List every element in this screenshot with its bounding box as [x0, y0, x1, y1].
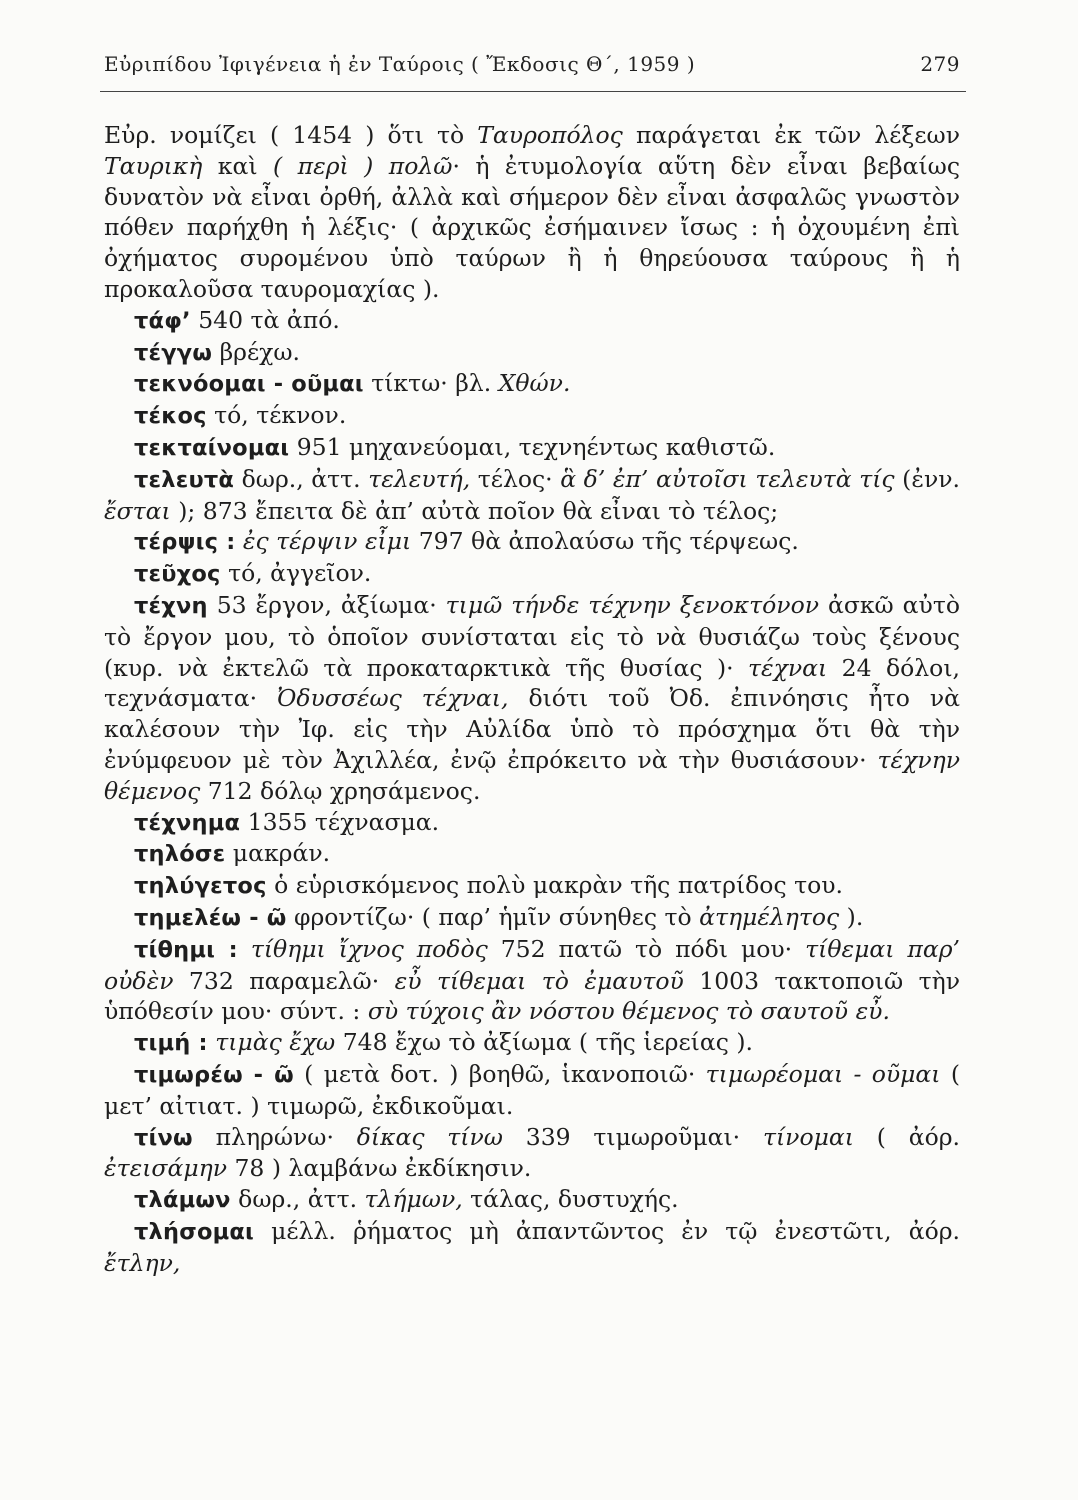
- definition: 951 μηχανεύομαι, τεχνηέντως καθιστῶ.: [289, 432, 776, 461]
- citation: τέχναι: [748, 653, 828, 682]
- citation: ἀτημέλητος: [699, 902, 840, 931]
- entry-teuchos: [104, 558, 960, 590]
- definition: μέλλ. ῥήματος μὴ ἀπαντῶντος ἐν τῷ ἐνεστῶτι, ἀόρ.: [253, 1216, 960, 1245]
- entry-timoreo: [104, 1059, 960, 1122]
- intro-paragraph: [104, 120, 960, 305]
- entry-tino: [104, 1122, 960, 1185]
- definition: [238, 935, 251, 963]
- citation: τλήμων,: [364, 1185, 463, 1214]
- citation: ἐς τέρψιν εἶμι: [242, 527, 412, 556]
- definition: δωρ., ἀττ.: [234, 464, 369, 493]
- definition: 712 δόλῳ χρησάμενος.: [200, 776, 481, 805]
- headword: τελευτὰ: [134, 466, 235, 493]
- definition: δωρ., ἀττ.: [230, 1185, 365, 1214]
- citation: Χθών.: [498, 369, 571, 398]
- entry-tlamon: [104, 1184, 960, 1216]
- headword: τίνω: [134, 1124, 193, 1151]
- definition: (ἐνν.: [894, 464, 960, 493]
- definition: 540 τὰ ἀπό.: [190, 305, 340, 334]
- citation: τίθεμαι παρ’ οὐδὲν: [104, 934, 960, 995]
- text: Ταυροπόλος: [477, 121, 623, 149]
- headword: τιμή :: [134, 1030, 208, 1057]
- citation: σὺ τύχοις ἂν νόστου θέμενος τὸ σαυτοῦ εὖ.: [367, 997, 890, 1026]
- citation: ἐτεισάμην: [104, 1154, 227, 1183]
- definition: 339 τιμωροῦμαι·: [502, 1122, 763, 1151]
- entry-telygetos: [104, 870, 960, 902]
- definition: τάλας, δυστυχής.: [462, 1185, 679, 1214]
- headword: τέγγω: [134, 339, 213, 366]
- definition: 1355 τέχνασμα.: [240, 807, 440, 836]
- headword: τημελέω - ῶ: [134, 904, 287, 931]
- definition: τό, τέκνον.: [206, 401, 347, 430]
- entry-taph: [104, 305, 960, 337]
- entry-tekos: [104, 400, 960, 432]
- definition: 78 ) λαμβάνω ἐκδίκησιν.: [227, 1154, 532, 1183]
- entry-teknoomai: [104, 368, 960, 400]
- citation: εὖ τίθεμαι τὸ ἐμαυτοῦ: [394, 966, 684, 995]
- headword: τάφ’: [134, 307, 191, 334]
- definition: τό, ἀγγεῖον.: [220, 559, 372, 588]
- citation: ἃ δ’ ἐπ’ αὐτοῖσι τελευτὰ τίς: [560, 464, 895, 493]
- definition: φροντίζω· ( παρ’ ἡμῖν σύνηθες τὸ: [286, 902, 700, 931]
- entry-technema: [104, 807, 960, 839]
- citation: ἔτλην,: [104, 1248, 181, 1277]
- definition: 797 θὰ ἀπολαύσω τῆς τέρψεως.: [411, 527, 799, 556]
- definition: 53 ἔργον, ἀξίωμα·: [207, 590, 446, 619]
- text: · ἡ ἐτυμολογία αὕτη δὲν εἶναι βεβαίως δυνατὸν νὰ εἶναι ὀρθή, ἀλλὰ καὶ σήμερον δὲν εἶναι ἀσφαλῶς γνωστὸν πόθεν παρήχθη ἡ λέξις· ( ἀρχικῶς ἐσήμαινεν ἴσως : ἡ ὀχουμένη ἐπὶ ὀχήματος συρομένου ὑπὸ ταύρων ἢ ἡ θηρεύουσα ταύρους ἢ ἡ προκαλοῦσα ταυρομαχίας ).: [104, 151, 960, 303]
- definition: 748 ἔχω τὸ ἀξίωμα ( τῆς ἱερείας ).: [335, 1028, 754, 1057]
- text: Εὐρ. νομίζει ( 1454 ) ὅτι τὸ: [104, 121, 478, 149]
- entry-time: [104, 1027, 960, 1059]
- entry-terpsis: [104, 526, 960, 558]
- citation: τιμῶ τήνδε τέχνην ξενοκτόνον: [445, 590, 820, 619]
- citation: τιμωρέομαι - οῦμαι: [705, 1059, 941, 1088]
- entry-tithemi: [104, 934, 960, 1027]
- text: ( περὶ ) πολῶ: [273, 151, 453, 180]
- definition: ἀσκῶ αὐτὸ τὸ ἔργον μου, τὸ ὁποῖον συνίσταται εἰς τὸ νὰ θυσιάζω τοὺς ξένους (κυρ. νὰ ἐκτελῶ τὰ προκαταρκτικὰ τῆς θυσίας )·: [104, 590, 960, 682]
- citation: Ὀδυσσέως τέχναι,: [277, 684, 509, 713]
- citation: τίνομαι: [762, 1122, 854, 1151]
- definition: ( μετ’ αἰτιατ. ) τιμωρῶ, ἐκδικοῦμαι.: [104, 1059, 960, 1120]
- running-title: Εὐριπίδου Ἰφιγένεια ἡ ἐν Ταύροις ( Ἔκδοσις Θ΄, 1959 ): [104, 52, 696, 76]
- definition: 752 πατῶ τὸ πόδι μου·: [487, 934, 806, 963]
- headword: τέρψις :: [134, 529, 236, 556]
- running-header: [104, 52, 960, 76]
- headword: τεκνόομαι - οῦμαι: [134, 371, 364, 398]
- headword: τλάμων: [134, 1187, 231, 1214]
- citation: τέχνην θέμενος: [104, 745, 960, 805]
- headword: τίθημι :: [134, 936, 238, 963]
- definition: ); 873 ἔπειτα δὲ ἀπ’ αὐτὰ ποῖον θὰ εἶναι τὸ τέλος;: [170, 496, 779, 525]
- citation: τιμὰς ἔχω: [215, 1028, 336, 1057]
- entry-teleuta: [104, 464, 960, 527]
- definition: 732 παραμελῶ·: [173, 966, 395, 995]
- page-number: 279: [920, 52, 960, 76]
- definition: τέλος·: [470, 464, 561, 493]
- headword: τλήσομαι: [134, 1218, 254, 1245]
- definition: 24 δόλοι, τεχνάσματα·: [104, 653, 961, 713]
- citation: τίθημι ἴχνος ποδὸς: [250, 934, 488, 963]
- definition: πληρώνω·: [192, 1122, 357, 1151]
- headword: τηλύγετος: [134, 873, 267, 900]
- headword: τεκταίνομαι: [134, 434, 290, 461]
- headword: τεῦχος: [134, 561, 221, 588]
- definition: μακράν.: [225, 839, 331, 868]
- headword: τιμωρέω - ῶ: [134, 1061, 294, 1088]
- definition: τίκτω· βλ.: [363, 369, 499, 398]
- text: Ταυρικὴ: [104, 151, 203, 180]
- glossary-body: [104, 120, 960, 1278]
- definition: διότι τοῦ Ὀδ. ἐπινόησις ἦτο νὰ καλέσουν τὴν Ἰφ. εἰς τὴν Αὐλίδα ὑπὸ τὸ πρόσχημα ὅτι θὰ τὴν ἐνύμφευον μὲ τὸν Ἀχιλλέα, ἐνῷ ἐπρόκειτο νὰ τὴν θυσιάσουν·: [104, 684, 960, 774]
- entry-temeleo: [104, 902, 960, 934]
- citation: ἔσται: [104, 496, 171, 525]
- entry-tlesomai: [104, 1216, 960, 1279]
- headword: τηλόσε: [134, 841, 226, 868]
- entry-tengo: [104, 337, 960, 369]
- definition: ( ἀόρ.: [853, 1122, 961, 1151]
- definition: ( μετὰ δοτ. ) βοηθῶ, ἱκανοποιῶ·: [293, 1059, 706, 1088]
- headword: τέκος: [134, 403, 207, 430]
- entry-telose: [104, 838, 960, 870]
- text: καὶ: [202, 151, 274, 180]
- citation: δίκας τίνω: [356, 1122, 503, 1151]
- definition: [235, 527, 242, 555]
- text: παράγεται ἐκ τῶν λέξεων: [622, 121, 960, 149]
- definition: ).: [839, 902, 864, 931]
- header-rule: [100, 91, 966, 92]
- headword: τέχνημα: [134, 809, 241, 836]
- definition: 1003 τακτοποιῶ τὴν ὑπόθεσίν μου· σύντ. :: [104, 966, 960, 1026]
- entry-techne: [104, 590, 960, 807]
- definition: βρέχω.: [212, 337, 301, 366]
- headword: τέχνη: [134, 592, 208, 619]
- definition: ὁ εὑρισκόμενος πολὺ μακρὰν τῆς πατρίδος του.: [266, 871, 843, 900]
- citation: τελευτή,: [368, 464, 471, 493]
- entry-tektainomai: [104, 432, 960, 464]
